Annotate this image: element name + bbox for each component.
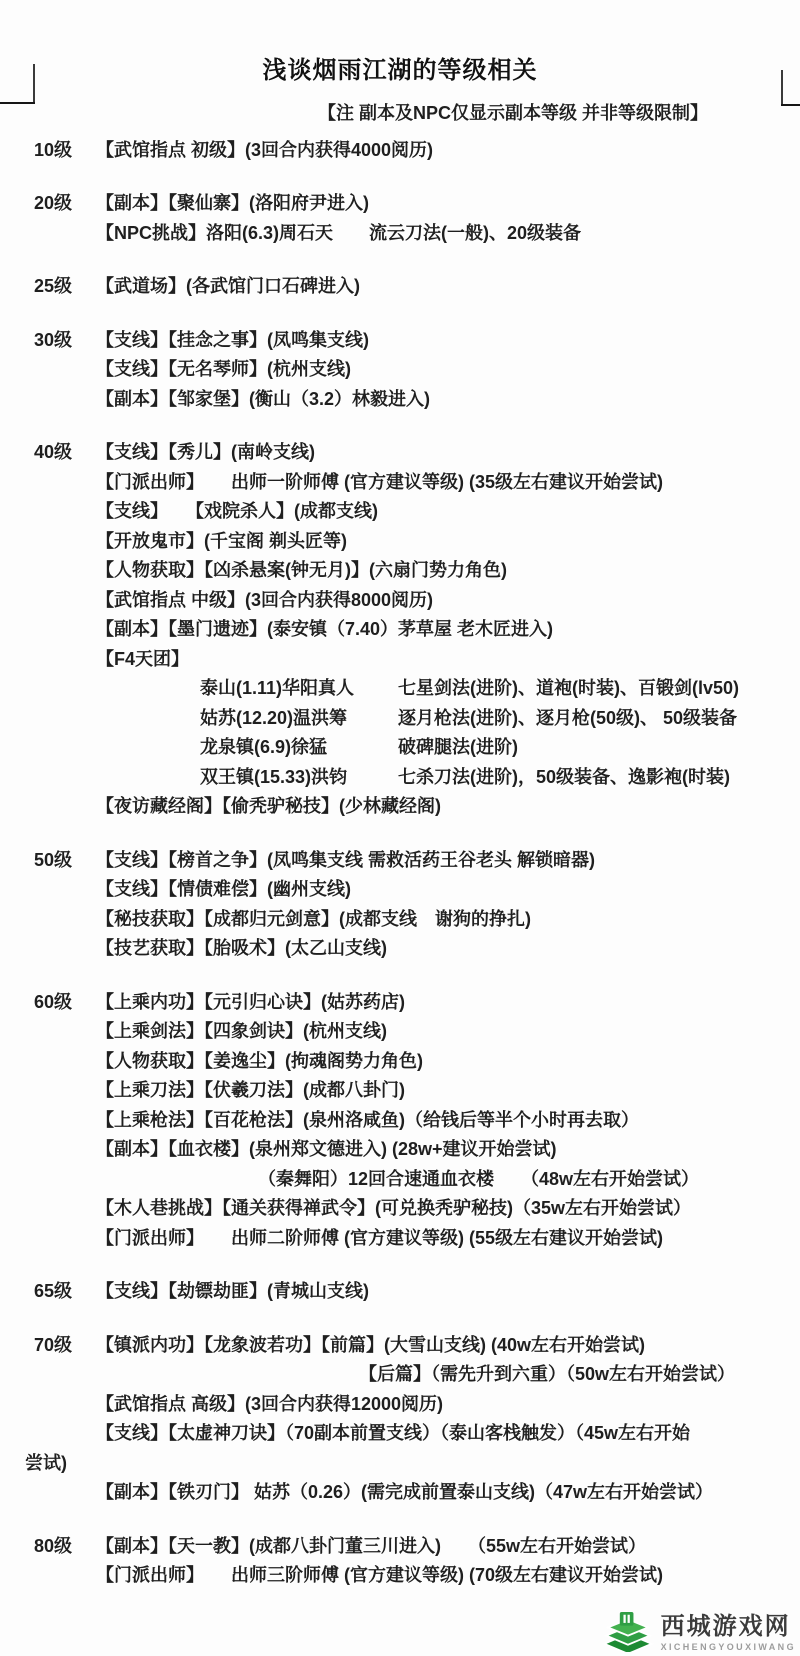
level-label: 25级 (34, 276, 73, 297)
entry-row (0, 1222, 800, 1252)
level-section (0, 1276, 800, 1306)
entry-row (0, 271, 800, 301)
entry-text: 【武馆指点 中级】(3回合内获得8000阅历) (96, 589, 434, 610)
entry-row (0, 1530, 800, 1560)
entry-text: 【副本】【墨门遗迹】(泰安镇（7.40）茅草屋 老木匠进入) (96, 619, 554, 640)
entry-row (0, 466, 800, 496)
entry-text: 【武道场】(各武馆门口石碑进入) (96, 276, 360, 297)
entry-row (0, 525, 800, 555)
note-line: 【注 副本及NPC仅显示副本等级 并非等级限制】 (318, 103, 709, 123)
entry-row (0, 437, 800, 467)
f4-npc-location: 姑苏(12.20)温洪筹 (200, 707, 348, 728)
entry-text: 【技艺获取】【胎吸术】(太乙山支线) (96, 938, 387, 959)
level-guide-list (0, 134, 800, 1589)
entry-row (0, 134, 800, 164)
entry-text: 【上乘内功】【元引归心诀】(姑苏药店) (96, 991, 405, 1012)
entry-text: 【门派出师】 出师一阶师傅 (官方建议等级) (35级左右建议开始尝试) (96, 471, 663, 492)
entry-row (0, 1359, 800, 1389)
entry-row (0, 874, 800, 904)
entry-text: 【开放鬼市】(千宝阁 剃头匠等) (96, 530, 347, 551)
entry-row (0, 702, 800, 732)
entry-row (0, 1104, 800, 1134)
entry-row (0, 217, 800, 247)
level-section (0, 437, 800, 821)
level-label: 70级 (34, 1334, 73, 1355)
entry-text: 【人物获取】【姜逸尘】(拘魂阁势力角色) (96, 1050, 423, 1071)
entry-text: 【支线】【劫镖劫匪】(青城山支线) (96, 1281, 369, 1302)
entry-text: 【门派出师】 出师三阶师傅 (官方建议等级) (70级左右建议开始尝试) (96, 1565, 663, 1586)
entry-text: 【上乘刀法】【伏羲刀法】(成都八卦门) (96, 1080, 405, 1101)
entry-row (0, 673, 800, 703)
entry-text: 【门派出师】 出师二阶师傅 (官方建议等级) (55级左右建议开始尝试) (96, 1227, 663, 1248)
entry-text: 【副本】【天一教】(成都八卦门董三川进入) （55w左右开始尝试） (96, 1535, 647, 1556)
entry-row (0, 1016, 800, 1046)
entry-text: 【木人巷挑战】【通关获得禅武令】(可兑换秃驴秘技)（35w左右开始尝试） (96, 1198, 692, 1219)
entry-text: 【人物获取】【凶杀悬案(钟无月)】(六扇门势力角色) (96, 560, 507, 581)
entry-row (0, 1447, 800, 1477)
entry-text: 【支线】 【戏院杀人】(成都支线) (96, 501, 378, 522)
corner-mark-top-left-vertical (33, 64, 35, 103)
entry-text: 【支线】【榜首之争】(凤鸣集支线 需救活药王谷老头 解锁暗器) (96, 849, 595, 870)
entry-text: 【上乘枪法】【百花枪法】(泉州洛咸鱼)（给钱后等半个小时再去取） (96, 1109, 639, 1130)
entry-text: 【支线】【太虚神刀诀】（70副本前置支线）（泰山客栈触发）（45w左右开始 (96, 1423, 691, 1444)
entry-row (0, 1477, 800, 1507)
entry-row (0, 1193, 800, 1223)
level-section (0, 986, 800, 1252)
level-section (0, 188, 800, 247)
f4-npc-location: 双王镇(15.33)洪钧 (200, 766, 348, 787)
xicheng-logo-icon (602, 1612, 654, 1652)
entry-row (0, 496, 800, 526)
entry-row (0, 614, 800, 644)
entry-text: 【副本】【聚仙寨】(洛阳府尹进入) (96, 193, 369, 214)
watermark-romanized: XICHENGYOUXIWANG (660, 1642, 796, 1652)
level-label: 80级 (34, 1535, 73, 1556)
entry-row (0, 903, 800, 933)
entry-row (0, 791, 800, 821)
corner-mark-top-right-horizontal (781, 104, 800, 106)
f4-npc-location: 泰山(1.11)华阳真人 (200, 678, 355, 699)
entry-row (0, 1075, 800, 1105)
entry-text: 【支线】【秀儿】(南岭支线) (96, 442, 315, 463)
entry-row (0, 354, 800, 384)
level-section (0, 271, 800, 301)
entry-row (0, 1163, 800, 1193)
level-label: 10级 (34, 139, 73, 160)
entry-text: 【夜访藏经阁】【偷秃驴秘技】(少林藏经阁) (96, 796, 441, 817)
level-label: 50级 (34, 849, 73, 870)
level-section (0, 1530, 800, 1589)
entry-row (0, 643, 800, 673)
watermark (594, 1608, 798, 1656)
entry-row (0, 844, 800, 874)
level-label: 60级 (34, 991, 73, 1012)
watermark-text (661, 1614, 796, 1652)
entry-text: 【副本】【邹家堡】(衡山（3.2）林毅进入) (96, 388, 431, 409)
entry-row (0, 1045, 800, 1075)
watermark-site-name: 西城游戏网 (660, 1613, 791, 1640)
entry-text: 【副本】【铁刃门】 姑苏（0.26）(需完成前置泰山支线)（47w左右开始尝试） (96, 1482, 714, 1503)
entry-text: （秦舞阳）12回合速通血衣楼 （48w左右开始尝试） (258, 1168, 700, 1189)
level-section (0, 844, 800, 962)
entry-text: 【支线】【无名琴师】(杭州支线) (96, 359, 351, 380)
level-label: 40级 (34, 442, 73, 463)
entry-row (0, 986, 800, 1016)
entry-row (0, 383, 800, 413)
f4-npc-reward: 逐月枪法(进阶)、逐月枪(50级)、 50级装备 (398, 707, 738, 728)
entry-row (0, 1134, 800, 1164)
entry-row (0, 555, 800, 585)
level-label: 30级 (34, 329, 73, 350)
entry-text: 【支线】【挂念之事】(凤鸣集支线) (96, 329, 369, 350)
entry-text: 【武馆指点 初级】(3回合内获得4000阅历) (96, 139, 434, 160)
entry-text: 【支线】【情债难偿】(幽州支线) (96, 879, 351, 900)
entry-text: 【后篇】（需先升到六重）（50w左右开始尝试） (359, 1364, 736, 1385)
entry-row (0, 761, 800, 791)
entry-text: 【镇派内功】【龙象波若功】【前篇】(大雪山支线) (40w左右开始尝试) (96, 1334, 645, 1355)
entry-row (0, 584, 800, 614)
level-label: 20级 (34, 193, 73, 214)
entry-row (0, 324, 800, 354)
corner-mark-top-right-vertical (781, 70, 783, 105)
entry-text: 【上乘剑法】【四象剑诀】(杭州支线) (96, 1021, 387, 1042)
entry-text: 【秘技获取】【成都归元剑意】(成都支线 谢狗的挣扎) (96, 908, 531, 929)
entry-row (0, 1329, 800, 1359)
entry-text: 【F4天团】 (96, 648, 190, 669)
entry-row (0, 1418, 800, 1448)
f4-npc-reward: 破碑腿法(进阶) (398, 737, 518, 758)
entry-row (0, 933, 800, 963)
level-section (0, 324, 800, 413)
entry-row (0, 188, 800, 218)
f4-npc-location: 龙泉镇(6.9)徐猛 (200, 737, 328, 758)
page-title: 浅谈烟雨江湖的等级相关 (262, 57, 538, 84)
level-label: 65级 (34, 1281, 73, 1302)
f4-npc-reward: 七星剑法(进阶)、道袍(时装)、百锻剑(lv50) (398, 678, 739, 699)
corner-mark-top-left-horizontal (0, 102, 35, 104)
level-section (0, 1329, 800, 1506)
entry-row (0, 732, 800, 762)
entry-text: 【NPC挑战】洛阳(6.3)周石天 流云刀法(一般)、20级装备 (96, 222, 582, 243)
entry-row (0, 1276, 800, 1306)
entry-text: 【武馆指点 高级】(3回合内获得12000阅历) (96, 1393, 444, 1414)
entry-text: 尝试) (25, 1452, 67, 1473)
level-section (0, 134, 800, 164)
entry-row (0, 1560, 800, 1590)
entry-row (0, 1388, 800, 1418)
f4-npc-reward: 七杀刀法(进阶)，50级装备、逸影袍(时装) (398, 766, 730, 787)
entry-text: 【副本】【血衣楼】(泉州郑文德进入) (28w+建议开始尝试) (96, 1139, 557, 1160)
